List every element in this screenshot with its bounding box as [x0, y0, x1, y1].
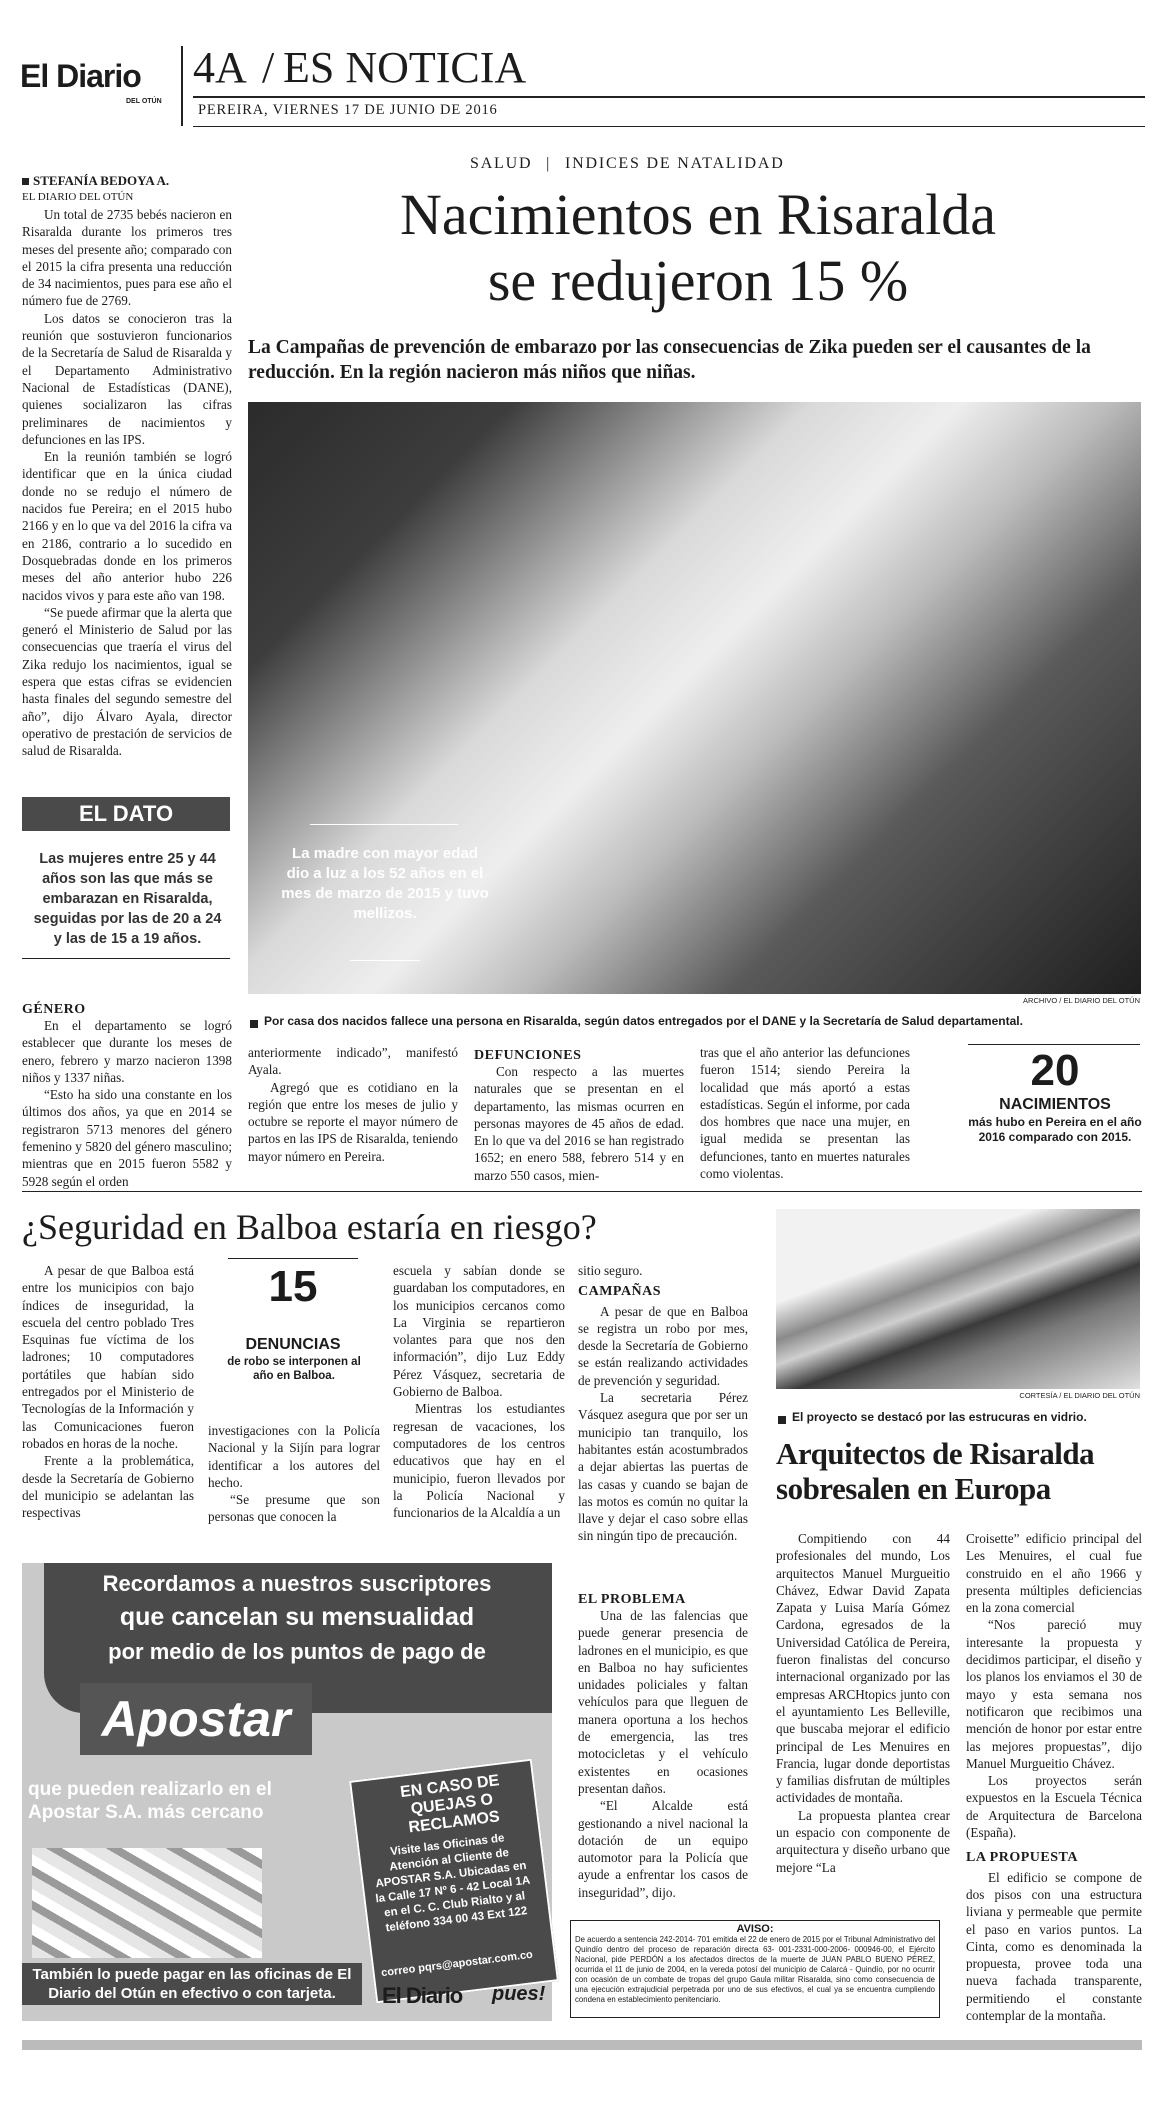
page-number: 4A: [193, 43, 247, 92]
balboa-col4: [578, 1262, 748, 1545]
lead-deck: La Campañas de prevención de embarazo por las consecuencias de Zika pueden ser el causantes de la reducción. En la región nacieron más niños que niñas.: [248, 337, 1091, 383]
building-photo-caption: El proyecto se destacó por las estrucuras en vidrio.: [792, 1410, 1087, 1424]
ad-line2: que cancelan su mensualidad: [119, 1603, 475, 1631]
building-caption-bullet: [778, 1416, 786, 1424]
arquitectos-title: Arquitectos de Risaralda sobresalen en Europa: [776, 1436, 1095, 1506]
ad-logo-diario: El Diario: [382, 1983, 463, 2008]
apostar-ad: [22, 1563, 552, 2021]
quejas-title: EN CASO DE QUEJAS O RECLAMOS: [399, 1772, 501, 1837]
photo-quote: La madre con mayor edad dio a luz a los 52 años en el mes de marzo de 2015 y tuvo mellizos.: [281, 845, 489, 922]
defunciones-subhead: DEFUNCIONES: [474, 1048, 582, 1063]
defunciones-paragraph: Con respecto a las muertes naturales que se presentan en el departamento, las mismas ocurren en personas mayores de 45 años de edad. En lo que va del 2016 se han registrado 1652; en enero 588, febrero 514 y en marzo 550 casos, mien-: [474, 1064, 684, 1183]
balboa-title: ¿Seguridad en Balboa estaría en riesgo?: [22, 1207, 597, 1247]
lead-title-line1: Nacimientos en Risaralda: [400, 182, 996, 247]
arquitectos-paragraph: Compitiendo con 44 profesionales del mundo, Los arquitectos Manuel Murgueitio Chávez, Edwar David Zapata Zapata y Luisa María Gómez Cardona, egresados de la Universidad Católica de Pereira, fueron finalistas del concurso internacional organizado por las empresas ARCHtopics junto con el ayuntamiento Les Belleville, que buscaba mejorar el edificio principal de Les Menuires en Francia, lugar donde deportistas y familias disfrutan de múltiples actividades de montaña.: [776, 1531, 950, 1806]
stat-label: NACIMIENTOS: [999, 1096, 1111, 1113]
balboa-paragraph: La secretaria Pérez Vásquez asegura que por ser un municipio tan tranquilo, los habitantes están acostumbrados a dejar abiertas las puertas de las casas y cuando se bajan de las motos es común no quitar la llave y dejar el caso sobre ellas sin ningún tipo de precaución.: [578, 1390, 748, 1544]
balboa-stat-text: de robo se interponen al año en Balboa.: [227, 1356, 361, 1382]
balboa-col1: [22, 1262, 194, 1521]
problema-col: [578, 1607, 748, 1901]
balboa-paragraph: investigaciones con la Policía Nacional y la Sijín para lograr identificar a los autores del hecho.: [208, 1423, 380, 1490]
kicker: [470, 155, 785, 173]
newspapers-image: [32, 1848, 262, 1958]
apostar-logo: Apostar: [80, 1683, 312, 1755]
caption-bullet: [250, 1020, 258, 1028]
arquitectos-paragraph: La propuesta plantea crear un espacio con componente de arquitectura y diseño urbano que mejore “La: [776, 1807, 950, 1875]
ad-line4: que pueden realizarlo en el Apostar S.A. más cercano: [28, 1779, 272, 1823]
campanas-subhead: CAMPAÑAS: [578, 1284, 662, 1300]
balboa-paragraph: A pesar de que Balboa está entre los municipios con bajo índices de inseguridad, la escuela del centro poblado Tres Esquinas fue víctima de los ladrones; 10 computadores portátiles que habían sido entregados por el Ministerio de Tecnologías de la Información y las Comunicaciones fueron robados en horas de la noche.: [22, 1263, 194, 1451]
ad-logo-pues: pues!: [492, 1983, 546, 2005]
quejas-text: Visite las Oficinas de Atención al Cliente de APOSTAR S.A. Ubicadas en la Calle 17 Nº 6 - 42 Local 1A en el C. C. Club Rialto y al teléfono 334 00 43 Ext 122: [374, 1832, 531, 1935]
dato-rule: [22, 958, 230, 959]
aviso-text: De acuerdo a sentencia 242-2014- 701 emitida el 22 de enero de 2015 por el Tribunal Administrativo del Quindío dentro del proceso de reparación directa 63- 001-2331-000-2006- 000946-00, el Ejército Nacional, pide PERDÓN a los afectados directos de la muerte de JUAN PABLO BUENO PÉREZ, ocurrida el 11 de junio de 2004, en la vereda potosí del municipio de Calarcá - Quindío, por no ocurrir con ocasión de un combate de tropas del grupo Gaula militar Risaralda, sino como consecuencia de una ejecución extrajudicial perpetrada por uno de sus efectivos, el cual ya se encuentra cumpliendo condena en establecimiento penitenciario.: [575, 1935, 935, 2004]
dateline: PEREIRA, VIERNES 17 DE JUNIO DE 2016: [198, 102, 498, 118]
arquitectos-paragraph: Los proyectos serán expuestos en la Escuela Técnica de Arquitectura de Barcelona (España).: [966, 1773, 1142, 1841]
arquitectos-col1: [776, 1530, 950, 1876]
genero-paragraph: anteriormente indicado”, manifestó Ayala.: [248, 1045, 458, 1078]
kicker-separator: |: [546, 155, 552, 172]
masthead-divider: [181, 46, 183, 126]
kicker-right: INDICES DE NATALIDAD: [564, 155, 785, 172]
dato-text: Las mujeres entre 25 y 44 años son las que más se embarazan en Risaralda, seguidas por las de 20 a 24 y las de 15 a 19 años.: [33, 851, 222, 947]
balboa-stat-label: DENUNCIAS: [245, 1336, 341, 1353]
masthead-logo-sub: DEL OTÚN: [126, 98, 162, 105]
photo-credit: ARCHIVO / EL DIARIO DEL OTÚN: [1023, 996, 1140, 1005]
quejas-email: correo pqrs@apostar.com.co: [380, 1948, 534, 1980]
balboa-paragraph: Frente a la problemática, desde la Secretaría de Gobierno del municipio se adelantan las respectivas: [22, 1453, 194, 1521]
propuesta-subhead: LA PROPUESTA: [966, 1850, 1078, 1866]
aviso-title: AVISO:: [736, 1923, 774, 1935]
genero-paragraph: En el departamento se logró establecer que durante los meses de enero, febrero y marzo nacieron 1398 niños y 1337 niñas.: [22, 1018, 232, 1085]
balboa-paragraph: escuela y sabían donde se guardaban los computadores, en los municipios cercanos como La Virginia se repartieron volantes para que nos den información”, dijo Luz Eddy Pérez Vásquez, secretaria de Gobierno de Balboa.: [393, 1263, 565, 1400]
ad-line3: por medio de los puntos de pago de: [108, 1639, 486, 1664]
balboa-col3: [393, 1262, 565, 1521]
problema-paragraph: Una de las falencias que puede generar presencia de ladrones en el municipio, es que en Balboa no hay suficientes unidades policiales y faltan vehículos para que lleguen de manera oportuna a los hechos de emergencia, las tres motocicletas y el vehículo existentes en ocasiones presentan daños.: [578, 1608, 748, 1796]
lead-photo-caption: Por casa dos nacidos fallece una persona en Risaralda, según datos entregados por el DANE y la Secretaría de Salud departamental.: [264, 1014, 1023, 1028]
building-photo: [776, 1209, 1140, 1389]
balboa-paragraph: “Se presume que son personas que conocen la: [208, 1492, 380, 1525]
genero-col2: [248, 1044, 458, 1165]
genero-subhead: GÉNERO: [22, 1002, 86, 1017]
problema-paragraph: “El Alcalde está gestionando a nivel nacional la dotación de un equipo automotor para la Policía que ayude a enfrentar los casos de inseguridad”, dijo.: [578, 1798, 748, 1900]
stat-text: más hubo en Pereira en el año 2016 comparado con 2015.: [968, 1115, 1142, 1144]
stat-number: 20: [1030, 1046, 1080, 1095]
masthead-rule-bottom: [193, 126, 1145, 127]
footer-bar: [22, 2040, 1142, 2050]
balboa-paragraph: sitio seguro.: [578, 1263, 643, 1278]
masthead-rule: [193, 96, 1145, 98]
section-divider-1: [22, 1191, 1142, 1192]
lead-title-line2: se redujeron 15 %: [487, 248, 909, 313]
balboa-paragraph: Mientras los estudiantes regresan de vacaciones, los computadores de los centros educativos que hay en el municipio, fueron llevados por la Policía Nacional y funcionarios de la Alcaldía a un: [393, 1401, 565, 1521]
lead-paragraph: “Se puede afirmar que la alerta que generó el Ministerio de Salud por las consecuencias que traería el virus del Zika redujo los nacimientos, igual se espera que estas cifras se evidencien hasta finales del segundo semestre del año”, dijo Álvaro Ayala, director operativo de prestación de servicios de salud de Risaralda.: [22, 604, 232, 759]
problema-subhead: EL PROBLEMA: [578, 1592, 686, 1607]
defunciones-col4: [700, 1044, 910, 1182]
genero-col1: [22, 1017, 232, 1190]
lead-paragraph: En la reunión también se logró identificar que en la única ciudad donde no se redujo el número de nacidos fue Pereira; en el 2015 hubo 2166 y en lo que va del 2016 la cifra va en 2186, contrario a lo sucedido en Dosquebradas donde en los primeros meses del año anterior hubo 226 nacidos vivos y para este año van 198.: [22, 449, 232, 603]
ad-line1: Recordamos a nuestros suscriptores: [102, 1571, 492, 1596]
balboa-col2: [208, 1422, 380, 1526]
balboa-paragraph: A pesar de que en Balboa se registra un robo por mes, desde la Secretaría de Gobierno se están realizando actividades de prevención y seguridad.: [578, 1303, 748, 1388]
author: STEFANÍA BEDOYA A.: [33, 173, 170, 188]
arquitectos-paragraph: “Nos pareció muy interesante la propuesta y decidimos participar, el diseño y los planos los enviamos el 30 de mayo y esta semana nos notificaron que recibimos una mención de honor por estar entre las mejores propuestas”, dijo Manuel Murgueitio Chávez.: [966, 1617, 1142, 1771]
defunciones-col3: [474, 1063, 684, 1184]
outlet: EL DIARIO DEL OTÚN: [22, 191, 134, 203]
author-bullet: [22, 178, 29, 185]
photo-quote-rule-top: [310, 824, 458, 825]
photo-quote-rule-bottom: [350, 960, 420, 961]
masthead-logo: El Diario: [20, 58, 141, 94]
balboa-stat-number: 15: [268, 1262, 318, 1311]
arquitectos-paragraph: Croisette” edificio principal del Les Menuires, el cual fue construido en el año 1966 y presenta múltiples deficiencias en la zona comercial: [966, 1531, 1142, 1616]
genero-paragraph: Agregó que es cotidiano en la región que entre los meses de julio y octubre se reporte el mayor número de partos en las IPS de Risaralda, teniendo mayor número en Pereira.: [248, 1079, 458, 1164]
building-photo-credit: CORTESÍA / EL DIARIO DEL OTÚN: [1019, 1391, 1140, 1400]
kicker-left: SALUD: [470, 155, 533, 172]
ad-bottom-text: También lo puede pagar en las oficinas de El Diario del Otún en efectivo o con tarjeta.: [22, 1963, 362, 2005]
dato-title: EL DATO: [22, 797, 230, 831]
section-name: ES NOTICIA: [283, 43, 527, 92]
slash: /: [262, 43, 275, 92]
defunciones-paragraph: tras que el año anterior las defunciones fueron 1514; siendo Pereira la localidad que más aportó a estas estadísticas. Según el informe, por cada dos hombres que nace una mujer, en igual medida se presentan las defunciones, tanto en muertes naturales como violentas.: [700, 1045, 910, 1182]
lead-body: [22, 206, 232, 760]
propuesta-paragraph: El edificio se compone de dos pisos con una estructura liviana y permeable que permite el paso en varios puntos. La Cinta, como es denominada la propuesta, provee toda una nueva fachada transparente, permitiendo el constante contemplar de la montaña.: [966, 1869, 1142, 2024]
lead-paragraph: Los datos se conocieron tras la reunión que sostuvieron funcionarios de la Secretaría de Salud de Risaralda y el Departamento Administrativo Nacional de Estadísticas (DANE), quienes socializaron las cifras preliminares de nacimientos y defunciones en las IPS.: [22, 310, 232, 447]
balboa-stat-rule: [228, 1258, 358, 1259]
genero-paragraph: “Esto ha sido una constante en los últimos dos años, ya que en 2014 se registraron 5713 menores del género femenino y 5820 del género masculino; mientras que en 2015 fueron 5582 y 5928 según el orden: [22, 1087, 232, 1189]
arquitectos-col2: [966, 1530, 1142, 2024]
lead-paragraph: Un total de 2735 bebés nacieron en Risaralda durante los primeros tres meses del presente año; comparado con el 2015 la cifra presenta una reducción de 34 nacimientos, pues para ese año el número fue de 2769.: [22, 207, 232, 309]
aviso-box: [570, 1920, 940, 2018]
stat-rule: [968, 1044, 1140, 1045]
